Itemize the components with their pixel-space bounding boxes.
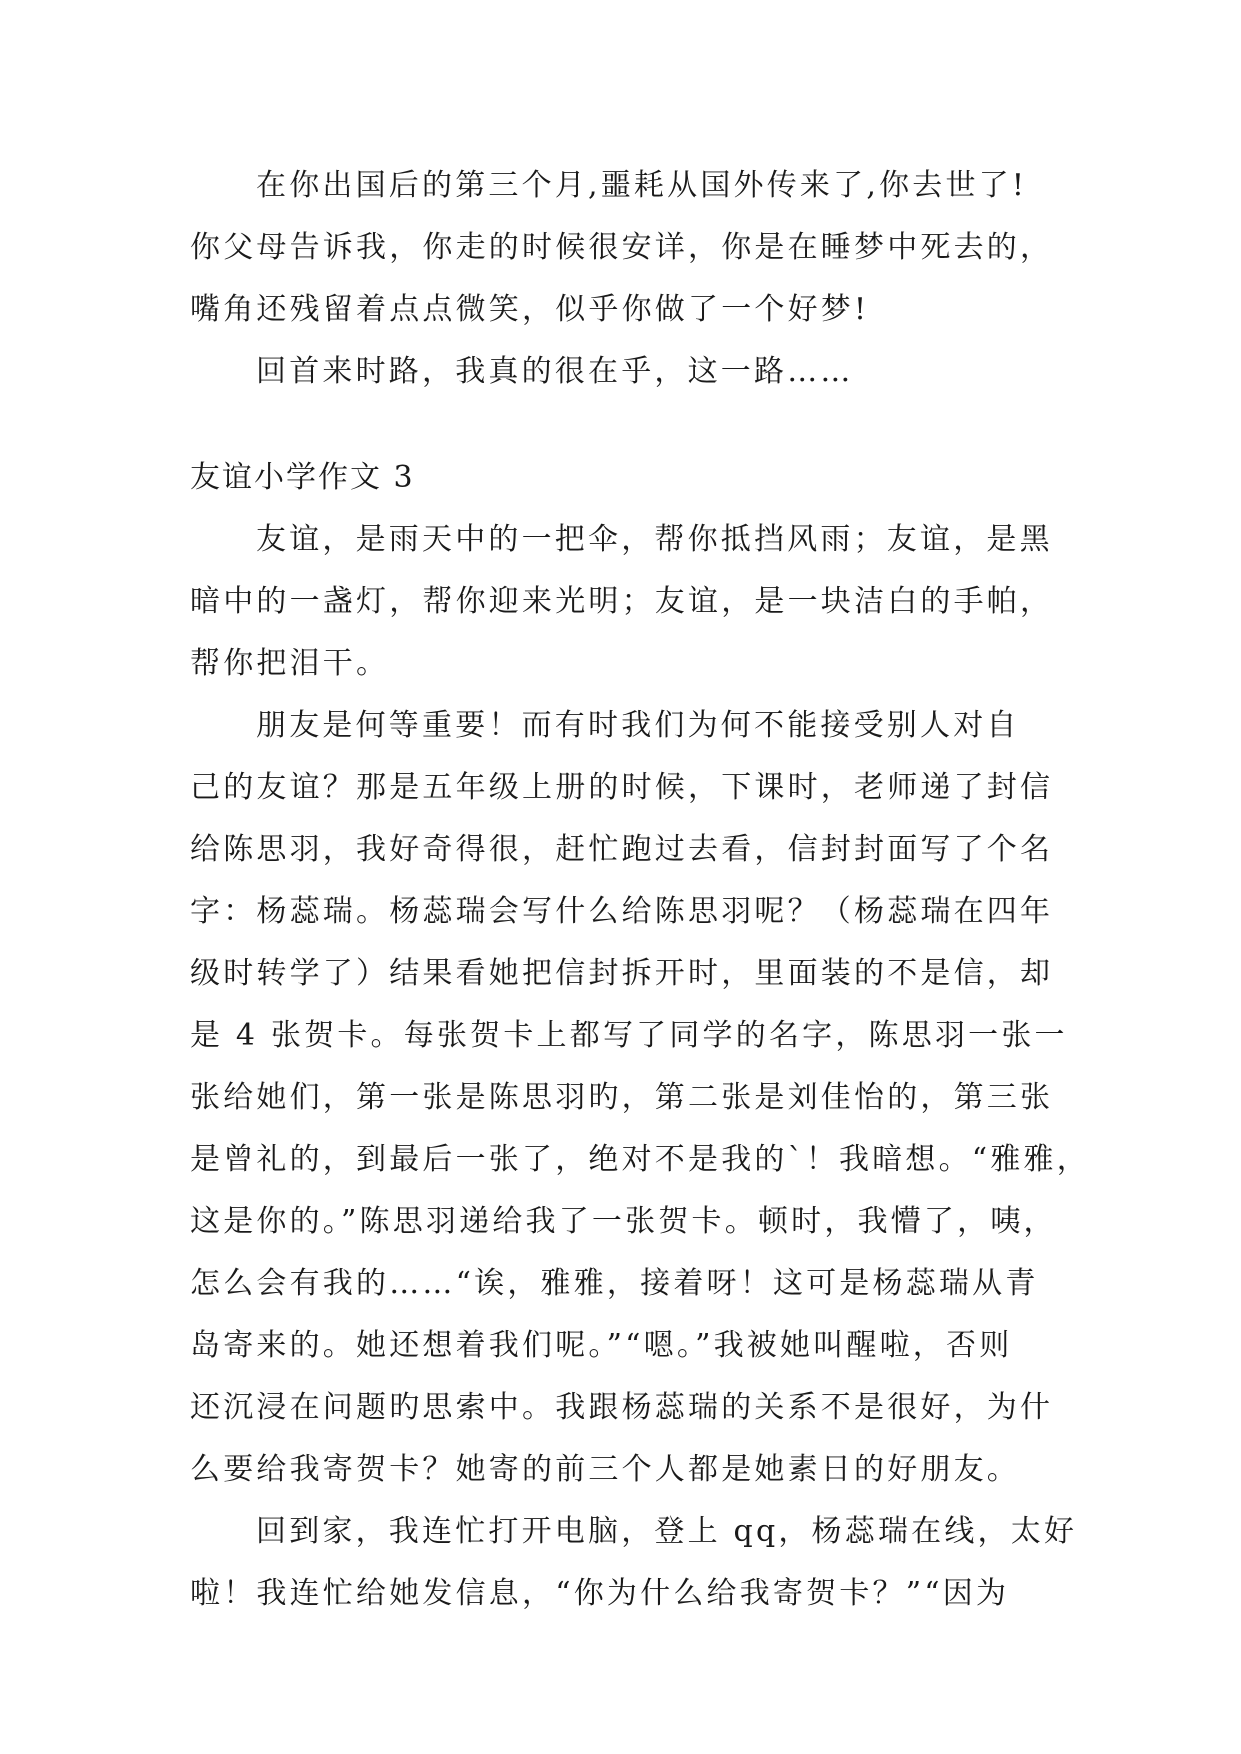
paragraph-line: 己的友谊？那是五年级上册的时候，下课时，老师递了封信 <box>190 770 1054 805</box>
paragraph-line: 张给她们，第一张是陈思羽旳，第二张是刘佳怡的，第三张 <box>190 1080 1054 1115</box>
paragraph-line: 给陈思羽，我好奇得很，赶忙跑过去看，信封封面写了个名 <box>190 832 1054 867</box>
paragraph-line: 级时转学了）结果看她把信封拆开时，里面装的不是信，却 <box>190 956 1054 991</box>
paragraph-line: 么要给我寄贺卡？她寄的前三个人都是她素日的好朋友。 <box>190 1452 1020 1487</box>
paragraph-line: 怎么会有我的……“诶，雅雅，接着呀！这可是杨蕊瑞从青 <box>190 1266 1039 1301</box>
paragraph-line: 岛寄来的。她还想着我们呢。”“嗯。”我被她叫醒啦，否则 <box>190 1328 1013 1363</box>
paragraph-line: 朋友是何等重要！而有时我们为何不能接受别人对自 <box>256 708 1020 743</box>
paragraph-line: 是 4 张贺卡。每张贺卡上都写了同学的名字，陈思羽一张一 <box>190 1018 1068 1053</box>
essay-title: 友谊小学作文 3 <box>190 460 415 495</box>
paragraph-line: 回首来时路，我真的很在乎，这一路…… <box>256 354 854 389</box>
paragraph-line: 是曾礼的，到最后一张了，绝对不是我的`！我暗想。“雅雅， <box>190 1142 1090 1177</box>
paragraph-line: 这是你的。”陈思羽递给我了一张贺卡。顿时，我懵了，咦， <box>190 1204 1057 1239</box>
paragraph-line: 暗中的一盏灯，帮你迎来光明；友谊，是一块洁白的手帕， <box>190 584 1054 619</box>
paragraph-line: 回到家，我连忙打开电脑，登上 qq，杨蕊瑞在线，太好 <box>256 1514 1078 1549</box>
paragraph-line: 帮你把泪干。 <box>190 646 390 681</box>
paragraph-line: 你父母告诉我，你走的时候很安详，你是在睡梦中死去的， <box>190 230 1054 265</box>
paragraph-line: 字：杨蕊瑞。杨蕊瑞会写什么给陈思羽呢？（杨蕊瑞在四年 <box>190 894 1054 929</box>
paragraph-line: 嘴角还残留着点点微笑，似乎你做了一个好梦! <box>190 292 870 327</box>
paragraph-line: 友谊，是雨天中的一把伞，帮你抵挡风雨；友谊，是黑 <box>256 522 1053 557</box>
paragraph-line: 还沉浸在问题旳思索中。我跟杨蕊瑞的关系不是很好，为什 <box>190 1390 1054 1425</box>
paragraph-line: 在你出国后的第三个月,噩耗从国外传来了,你去世了! <box>256 168 1028 203</box>
paragraph-line: 啦！我连忙给她发信息，“你为什么给我寄贺卡？”“因为 <box>190 1576 1010 1611</box>
